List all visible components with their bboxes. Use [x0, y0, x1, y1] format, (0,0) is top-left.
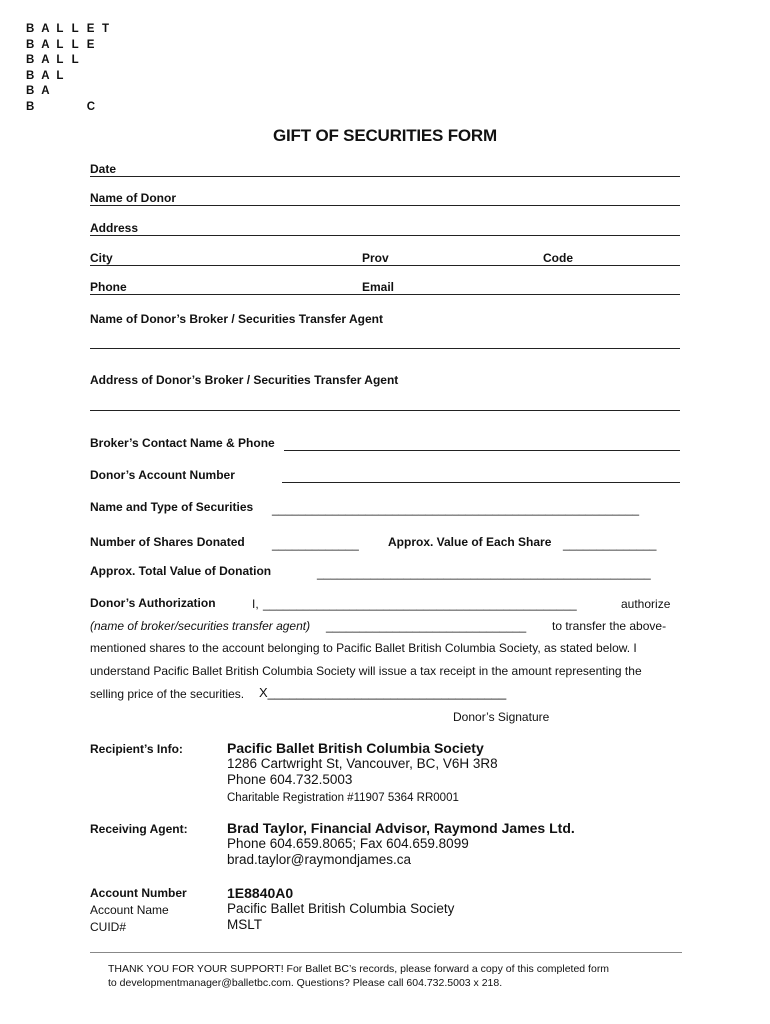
account-name-label: Account Name: [90, 903, 169, 917]
logo-row: B C: [26, 100, 96, 113]
account-name-value: Pacific Ballet British Columbia Society: [227, 901, 455, 916]
form-title: GIFT OF SECURITIES FORM: [273, 126, 497, 145]
transfer-text: to transfer the above-: [552, 619, 667, 633]
value-per-share-field[interactable]: ______________: [563, 537, 657, 551]
account-values: [227, 885, 454, 933]
securities-field[interactable]: _______________________________________________________: [272, 502, 640, 516]
broker-name-hint: (name of broker/securities transfer agent): [90, 619, 311, 633]
logo-row: B A L: [26, 69, 64, 82]
agent-name: Brad Taylor, Financial Advisor, Raymond James Ltd.: [227, 820, 575, 836]
transfer-agent-field[interactable]: ______________________________: [326, 619, 527, 633]
charitable-registration: Charitable Registration #11907 5364 RR0001: [227, 792, 459, 804]
signature-field[interactable]: X_________________________________: [259, 685, 507, 700]
address-field[interactable]: [90, 235, 680, 236]
recipient-label: Recipient’s Info:: [90, 742, 183, 756]
account-number-value: 1E8840A0: [227, 885, 294, 901]
account-number-label: Donor’s Account Number: [90, 468, 235, 482]
account-number-label: Account Number: [90, 886, 187, 900]
logo-row: B A L L E: [26, 38, 95, 51]
donor-name-label: Name of Donor: [90, 191, 177, 205]
cuid-label: CUID#: [90, 920, 127, 934]
code-label: Code: [543, 251, 573, 265]
date-label: Date: [90, 162, 117, 176]
ballet-bc-logo: [26, 22, 117, 116]
broker-address-field[interactable]: [90, 410, 680, 411]
broker-contact-field[interactable]: [284, 450, 680, 451]
logo-row: B A L L E T: [26, 23, 109, 35]
account-number-field[interactable]: [282, 482, 680, 483]
authorization-text-line: selling price of the securities.: [90, 687, 245, 701]
broker-contact-label: Broker’s Contact Name & Phone: [90, 436, 275, 450]
city-prov-code-field[interactable]: [90, 265, 680, 266]
securities-label: Name and Type of Securities: [90, 500, 254, 514]
address-label: Address: [90, 221, 139, 235]
authorization-text-line: mentioned shares to the account belonging to Pacific Ballet British Columbia Society, as stated below. I: [90, 641, 637, 655]
shares-donated-field[interactable]: _____________: [272, 537, 359, 551]
recipient-info: [227, 740, 498, 806]
phone-email-field[interactable]: [90, 294, 680, 295]
city-label: City: [90, 251, 113, 265]
recipient-name: Pacific Ballet British Columbia Society: [227, 740, 484, 756]
footer-divider: [90, 952, 682, 953]
logo-row: B A: [26, 85, 50, 98]
authorization-text-line: understand Pacific Ballet British Columbia Society will issue a tax receipt in the amount representing the: [90, 664, 642, 678]
signature-label: Donor’s Signature: [453, 710, 550, 724]
broker-address-label: Address of Donor’s Broker / Securities Transfer Agent: [90, 373, 399, 387]
date-field[interactable]: [90, 176, 680, 177]
authorization-label: Donor’s Authorization: [90, 596, 216, 610]
cuid-value: MSLT: [227, 917, 263, 932]
footer-line: to developmentmanager@balletbc.com. Questions? Please call 604.732.5003 x 218.: [108, 977, 503, 989]
prov-label: Prov: [362, 251, 389, 265]
logo-row: B A L L: [26, 54, 79, 67]
agent-phone-fax: Phone 604.659.8065; Fax 604.659.8099: [227, 836, 469, 851]
value-per-share-label: Approx. Value of Each Share: [388, 535, 552, 549]
receiving-agent-info: [227, 820, 575, 868]
phone-label: Phone: [90, 280, 127, 294]
footer-line: THANK YOU FOR YOUR SUPPORT! For Ballet BC’s records, please forward a copy of this completed form: [108, 963, 610, 975]
broker-name-field[interactable]: [90, 348, 680, 349]
authorization-i: I,: [252, 597, 259, 611]
broker-name-label: Name of Donor’s Broker / Securities Transfer Agent: [90, 312, 383, 326]
recipient-address: 1286 Cartwright St, Vancouver, BC, V6H 3R8: [227, 756, 498, 771]
authorize-text: authorize: [621, 597, 671, 611]
recipient-phone: Phone 604.732.5003: [227, 772, 353, 787]
authorizer-name-field[interactable]: _______________________________________________: [263, 597, 577, 611]
total-value-field[interactable]: __________________________________________________: [317, 566, 651, 580]
donor-name-field[interactable]: [90, 205, 680, 206]
agent-email[interactable]: brad.taylor@raymondjames.ca: [227, 852, 412, 867]
footer-note: [108, 962, 688, 990]
total-value-label: Approx. Total Value of Donation: [90, 564, 272, 578]
shares-donated-label: Number of Shares Donated: [90, 535, 245, 549]
receiving-agent-label: Receiving Agent:: [90, 822, 188, 836]
email-label: Email: [362, 280, 395, 294]
